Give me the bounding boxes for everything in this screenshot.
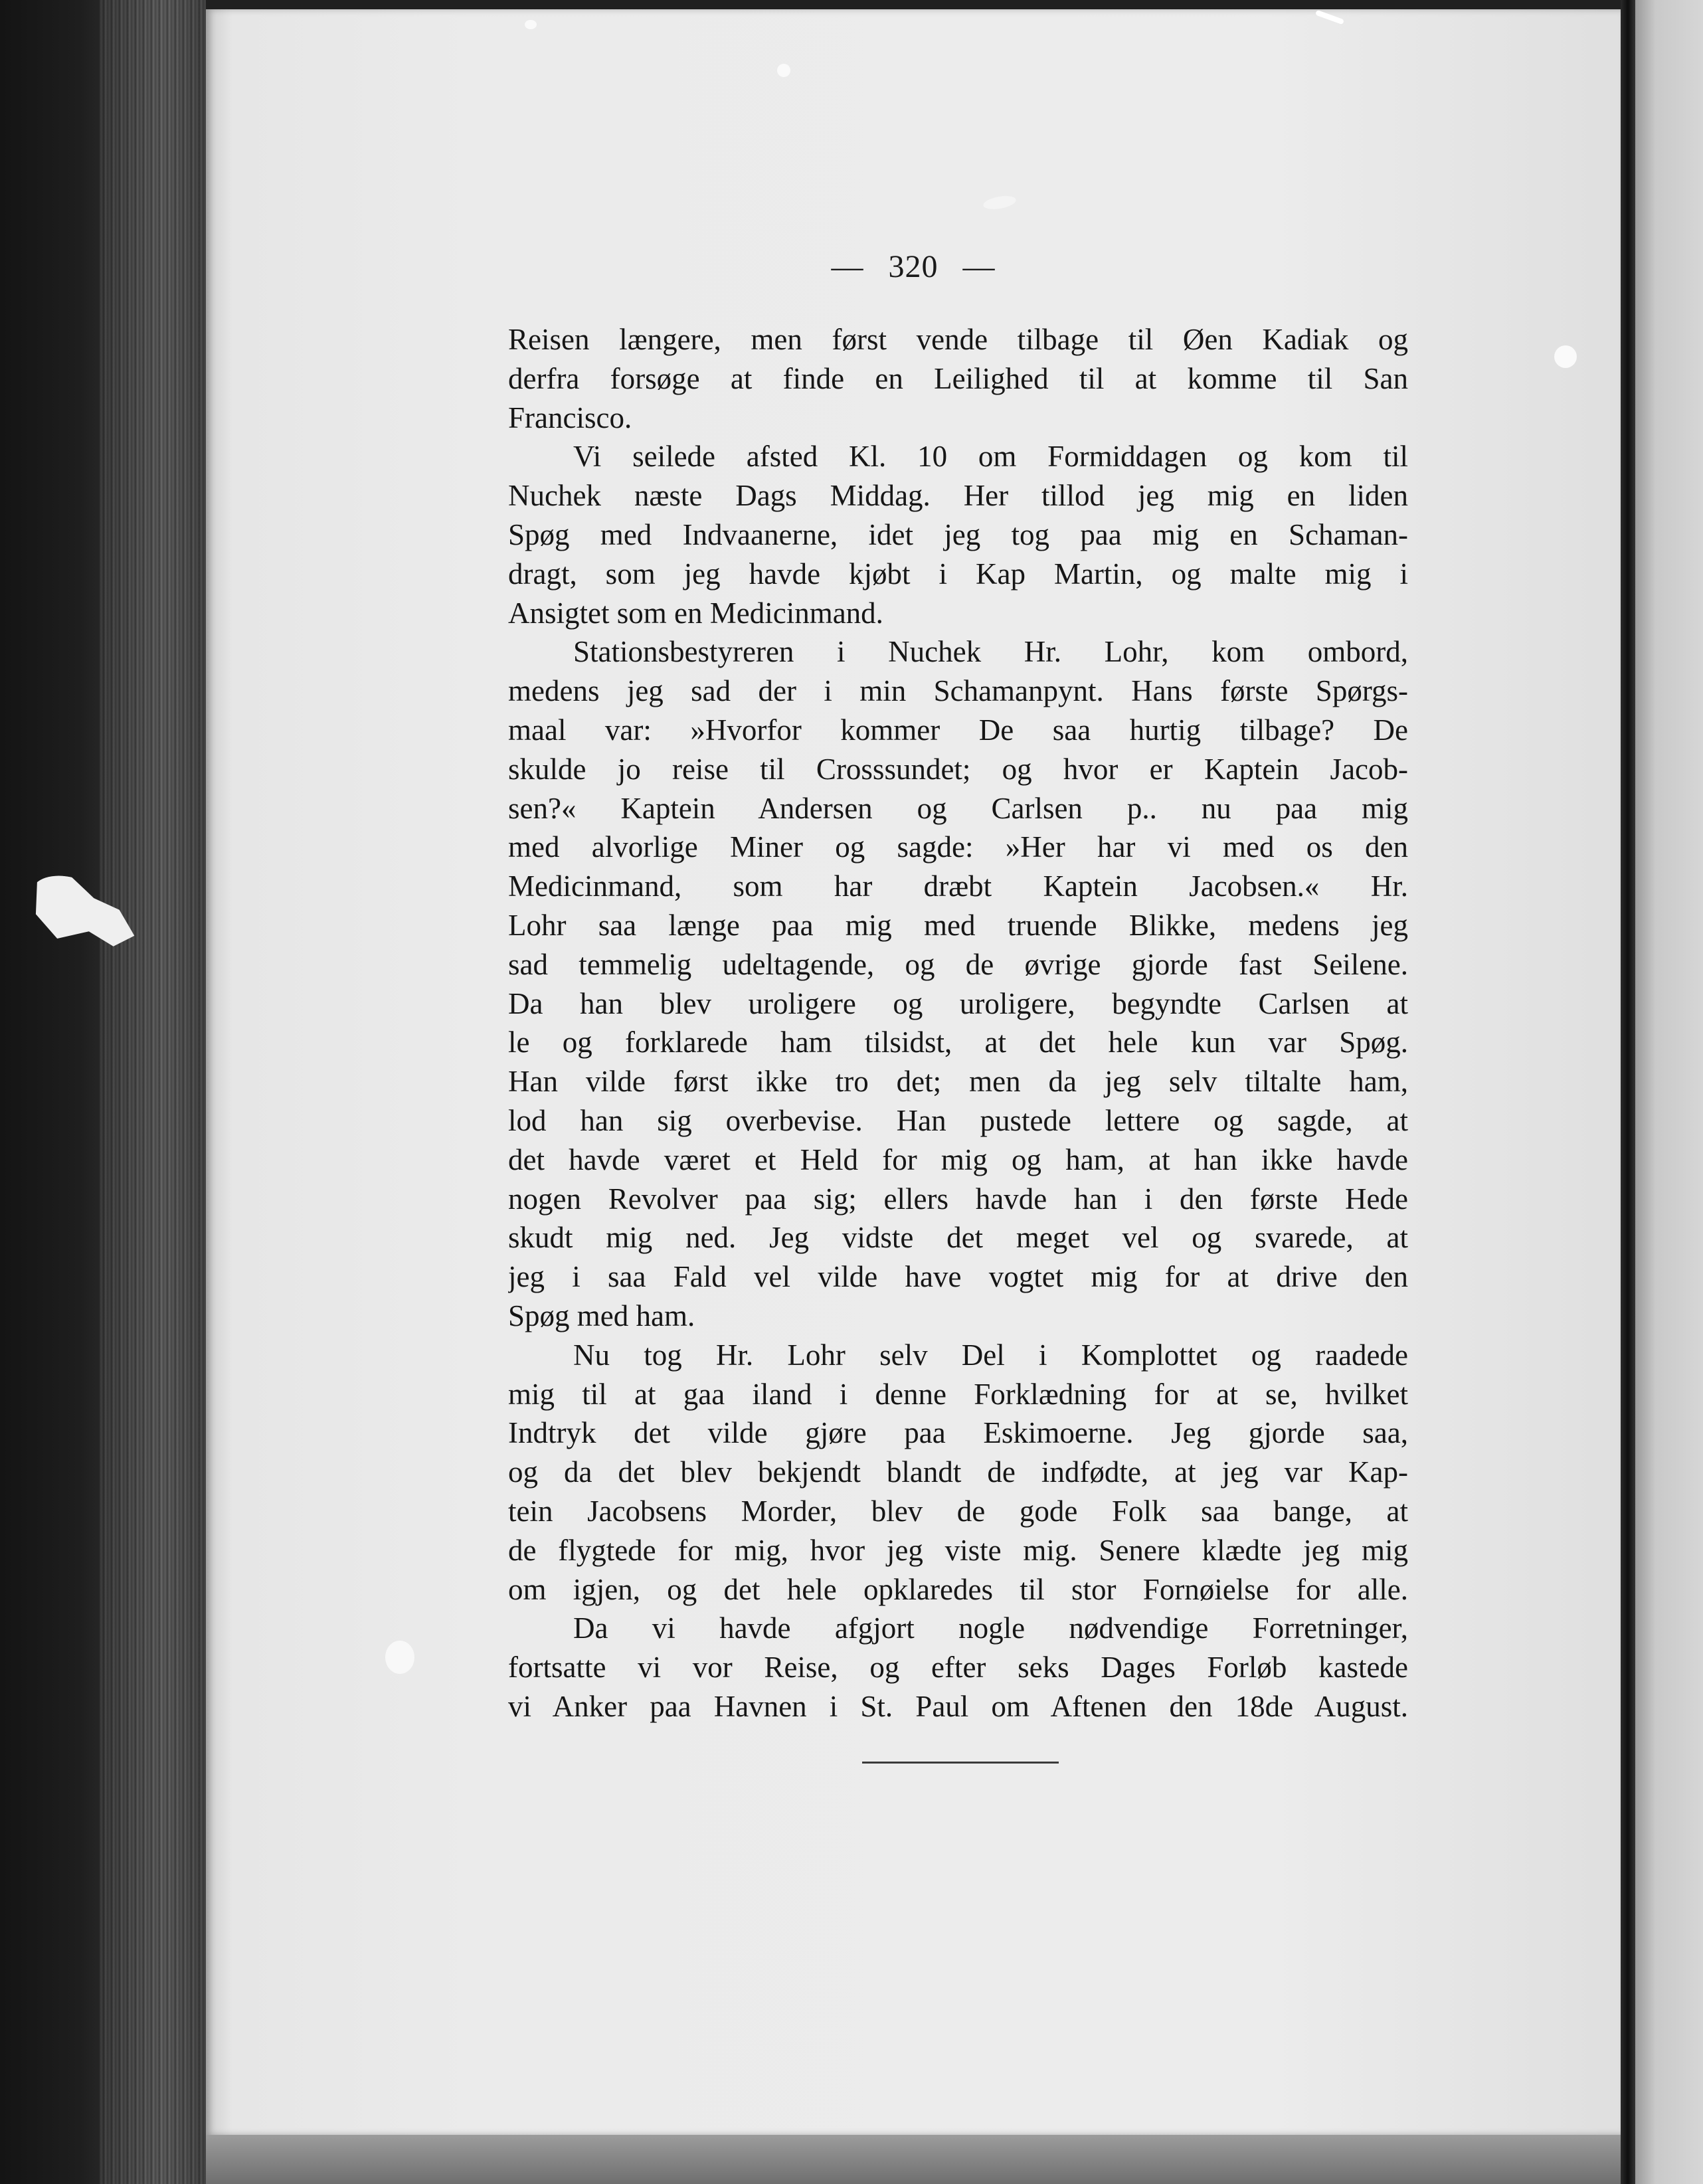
text-line: Da han blev uroligere og uroligere, begyndte Carlsen at <box>508 986 1408 1020</box>
text-line: vi Anker paa Havnen i St. Paul om Aftenen den 18de August. <box>508 1689 1408 1723</box>
facing-page-edge <box>1635 0 1703 2184</box>
body-text <box>508 320 1408 1726</box>
text-line: Nuchek næste Dags Middag. Her tillod jeg mig en liden <box>508 479 1408 513</box>
text-line: Francisco. <box>508 401 632 434</box>
scan-speck <box>385 1641 414 1674</box>
text-line: Da vi havde afgjort nogle nødvendige Forretninger, <box>573 1611 1408 1645</box>
text-line: lod han sig overbevise. Han pustede lettere og sagde, at <box>508 1103 1408 1137</box>
scan-speck <box>1554 345 1577 368</box>
text-line: Lohr saa længe paa mig med truende Blikke, medens jeg <box>508 908 1408 942</box>
text-line: mig til at gaa iland i denne Forklædning for at se, hvilket <box>508 1377 1408 1411</box>
book-page-edges <box>100 0 206 2184</box>
page-number-header <box>206 248 1621 285</box>
text-line: Medicinmand, som har dræbt Kaptein Jacobsen.« Hr. <box>508 869 1408 903</box>
text-line: le og forklarede ham tilsidst, at det hele kun var Spøg. <box>508 1026 1408 1059</box>
scan-bottom-edge <box>206 2135 1621 2184</box>
text-line: Stationsbestyreren i Nuchek Hr. Lohr, kom ombord, <box>573 635 1408 669</box>
text-line: nogen Revolver paa sig; ellers havde han i den første Hede <box>508 1182 1408 1216</box>
text-line: tein Jacobsens Morder, blev de gode Folk saa bange, at <box>508 1494 1408 1528</box>
text-line: Vi seilede afsted Kl. 10 om Formiddagen og kom til <box>573 440 1408 474</box>
text-line: Spøg med Indvaanerne, idet jeg tog paa mig en Schaman- <box>508 517 1408 551</box>
text-line: Nu tog Hr. Lohr selv Del i Komplottet og raadede <box>573 1338 1408 1372</box>
text-line: Ansigtet som en Medicinmand. <box>508 596 883 630</box>
text-line: sen?« Kaptein Andersen og Carlsen p.. nu paa mig <box>508 791 1408 825</box>
text-line: det havde været et Held for mig og ham, at han ikke havde <box>508 1142 1408 1176</box>
text-line: de flygtede for mig, hvor jeg viste mig. Senere klædte jeg mig <box>508 1533 1408 1567</box>
end-of-chapter-rule <box>862 1762 1059 1764</box>
scan-speck <box>777 64 790 77</box>
text-line: jeg i saa Fald vel vilde have vogtet mig for at drive den <box>508 1260 1408 1294</box>
text-line: og da det blev bekjendt blandt de indfødte, at jeg var Kap- <box>508 1455 1408 1489</box>
text-line: Indtryk det vilde gjøre paa Eskimoerne. Jeg gjorde saa, <box>508 1416 1408 1450</box>
book-gutter <box>1621 0 1635 2184</box>
text-line: Spøg med ham. <box>508 1299 695 1332</box>
text-line: fortsatte vi vor Reise, og efter seks Dages Forløb kastede <box>508 1651 1408 1684</box>
text-line: skudt mig ned. Jeg vidste det meget vel og svarede, at <box>508 1221 1408 1255</box>
page-number: 320 <box>888 249 939 284</box>
text-line: dragt, som jeg havde kjøbt i Kap Martin, og malte mig i <box>508 557 1408 591</box>
text-line: sad temmelig udeltagende, og de øvrige gjorde fast Seilene. <box>508 947 1408 981</box>
text-line: om igjen, og det hele opklaredes til stor Fornøielse for alle. <box>508 1572 1408 1606</box>
text-line: skulde jo reise til Crosssundet; og hvor er Kaptein Jacob- <box>508 752 1408 786</box>
text-line: derfra forsøge at finde en Leilighed til at komme til San <box>508 361 1408 395</box>
text-line: medens jeg sad der i min Schamanpynt. Hans første Spørgs- <box>508 674 1408 708</box>
scan-speck <box>525 20 537 29</box>
text-line: maal var: »Hvorfor kommer De saa hurtig tilbage? De <box>508 713 1408 747</box>
text-line: med alvorlige Miner og sagde: »Her har vi med os den <box>508 830 1408 864</box>
page-number-dash-left: — <box>831 249 864 284</box>
page-number-dash-right: — <box>962 249 996 284</box>
text-line: Han vilde først ikke tro det; men da jeg selv tiltalte ham, <box>508 1065 1408 1099</box>
text-line: Reisen længere, men først vende tilbage til Øen Kadiak og <box>508 323 1408 356</box>
